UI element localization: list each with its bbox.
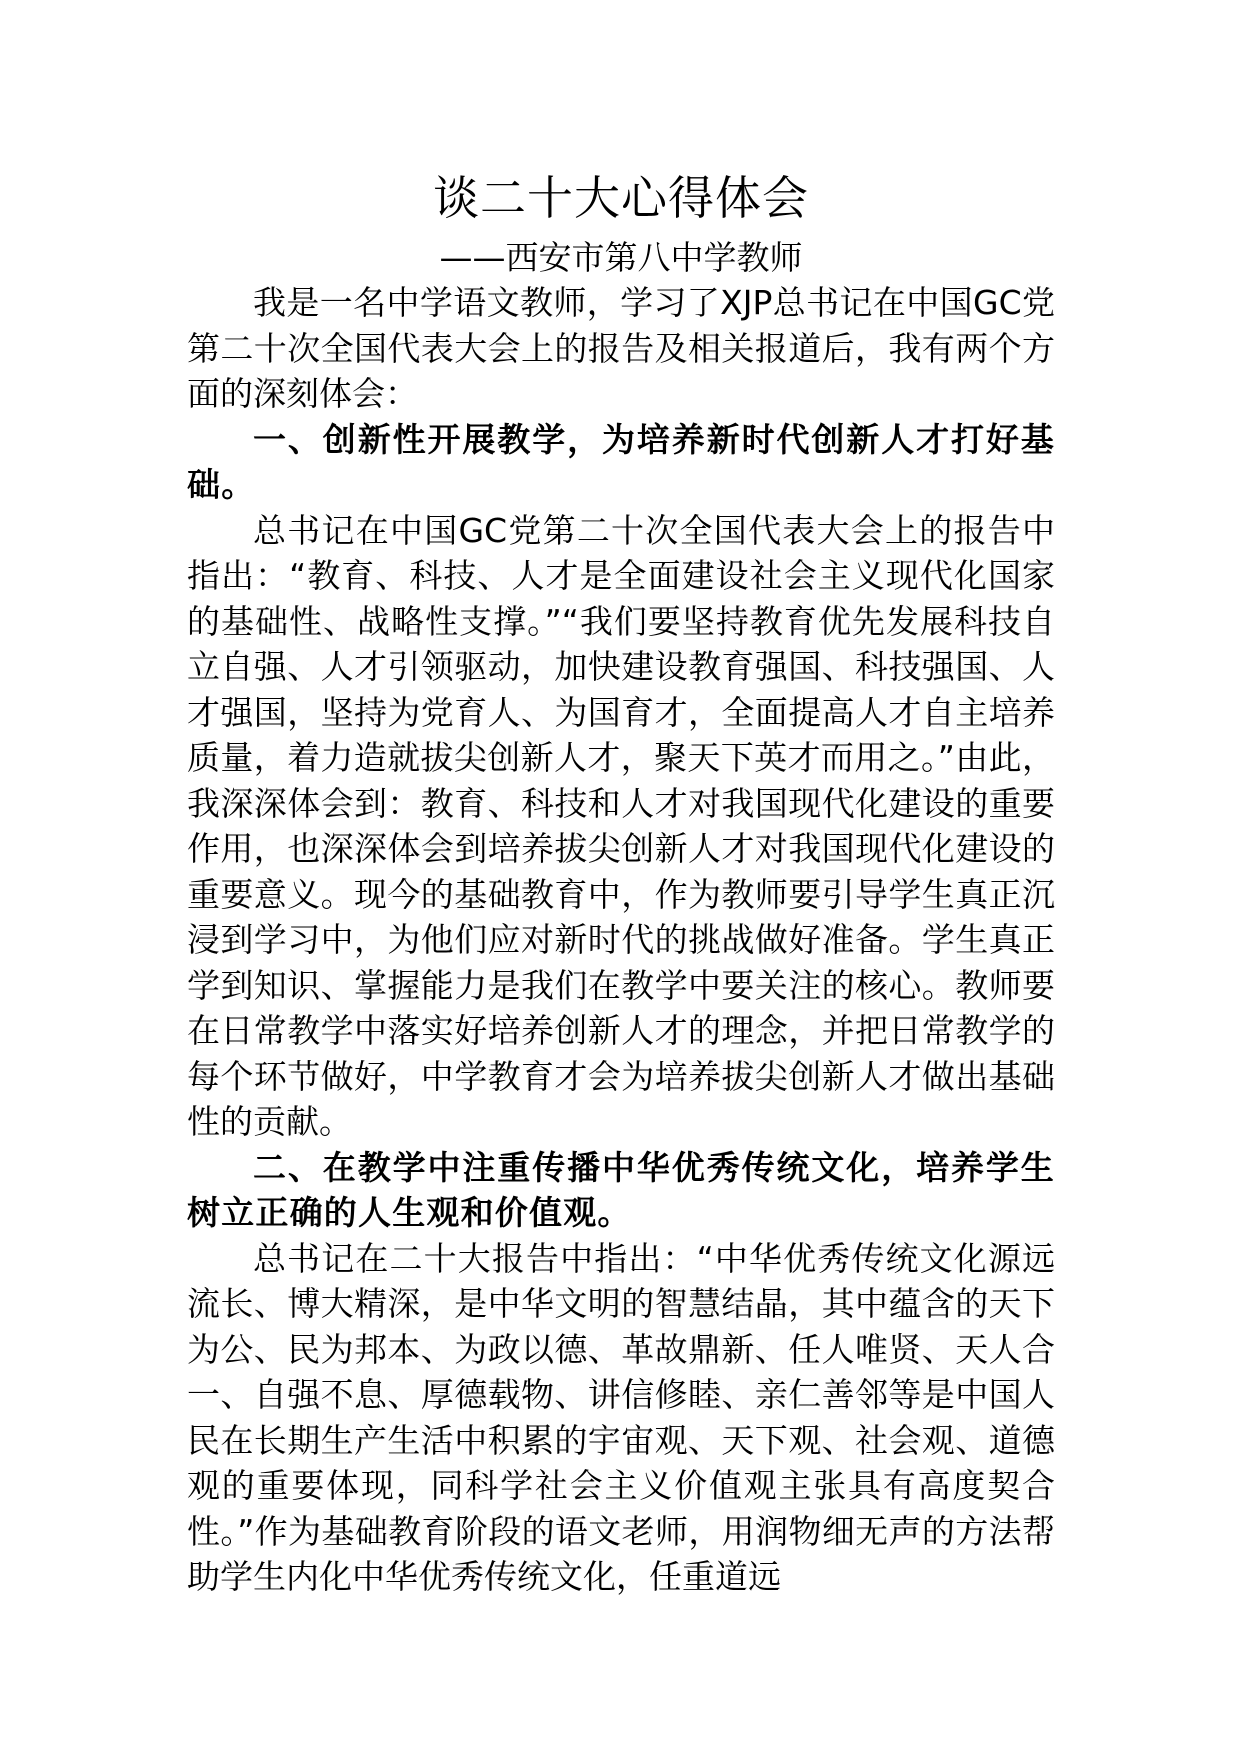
section-heading-1: 一、创新性开展教学，为培养新时代创新人才打好基础。 [187, 419, 1055, 504]
paragraph-section-2: 总书记在二十大报告中指出：“中华优秀传统文化源远流长、博大精深，是中华文明的智慧结晶，其中蕴含的天下为公、民为邦本、为政以德、革故鼎新、任人唯贤、天人合一、自强不息、厚德载物、讲信修睦、亲仁善邻等是中国人民在长期生产生活中积累的宇宙观、天下观、社会观、道德观的重要体现，同科学社会主义价值观主张具有高度契合性。”作为基础教育阶段的语文老师，用润物细无声的方法帮助学生内化中华优秀传统文化，任重道远 [187, 1238, 1055, 1596]
document-subtitle: ——西安市第八中学教师 [439, 238, 803, 277]
paragraph-intro: 我是一名中学语文教师，学习了XJP总书记在中国GC党第二十次全国代表大会上的报告及相关报道后，我有两个方面的深刻体会： [187, 283, 1055, 413]
document-title: 谈二十大心得体会 [433, 171, 809, 225]
document-page [187, 160, 1055, 1600]
paragraph-section-1: 总书记在中国GC党第二十次全国代表大会上的报告中指出：“教育、科技、人才是全面建设社会主义现代化国家的基础性、战略性支撑。”“我们要坚持教育优先发展科技自立自强、人才引领驱动，加快建设教育强国、科技强国、人才强国，坚持为党育人、为国育才，全面提高人才自主培养质量，着力造就拔尖创新人才，聚天下英才而用之。”由此，我深深体会到：教育、科技和人才对我国现代化建设的重要作用，也深深体会到培养拔尖创新人才对我国现代化建设的重要意义。现今的基础教育中，作为教师要引导学生真正沉浸到学习中，为他们应对新时代的挑战做好准备。学生真正学到知识、掌握能力是我们在教学中要关注的核心。教师要在日常教学中落实好培养创新人才的理念，并把日常教学的每个环节做好，中学教育才会为培养拔尖创新人才做出基础性的贡献。 [187, 510, 1055, 1141]
section-heading-2: 二、在教学中注重传播中华优秀传统文化，培养学生树立正确的人生观和价值观。 [187, 1147, 1055, 1232]
